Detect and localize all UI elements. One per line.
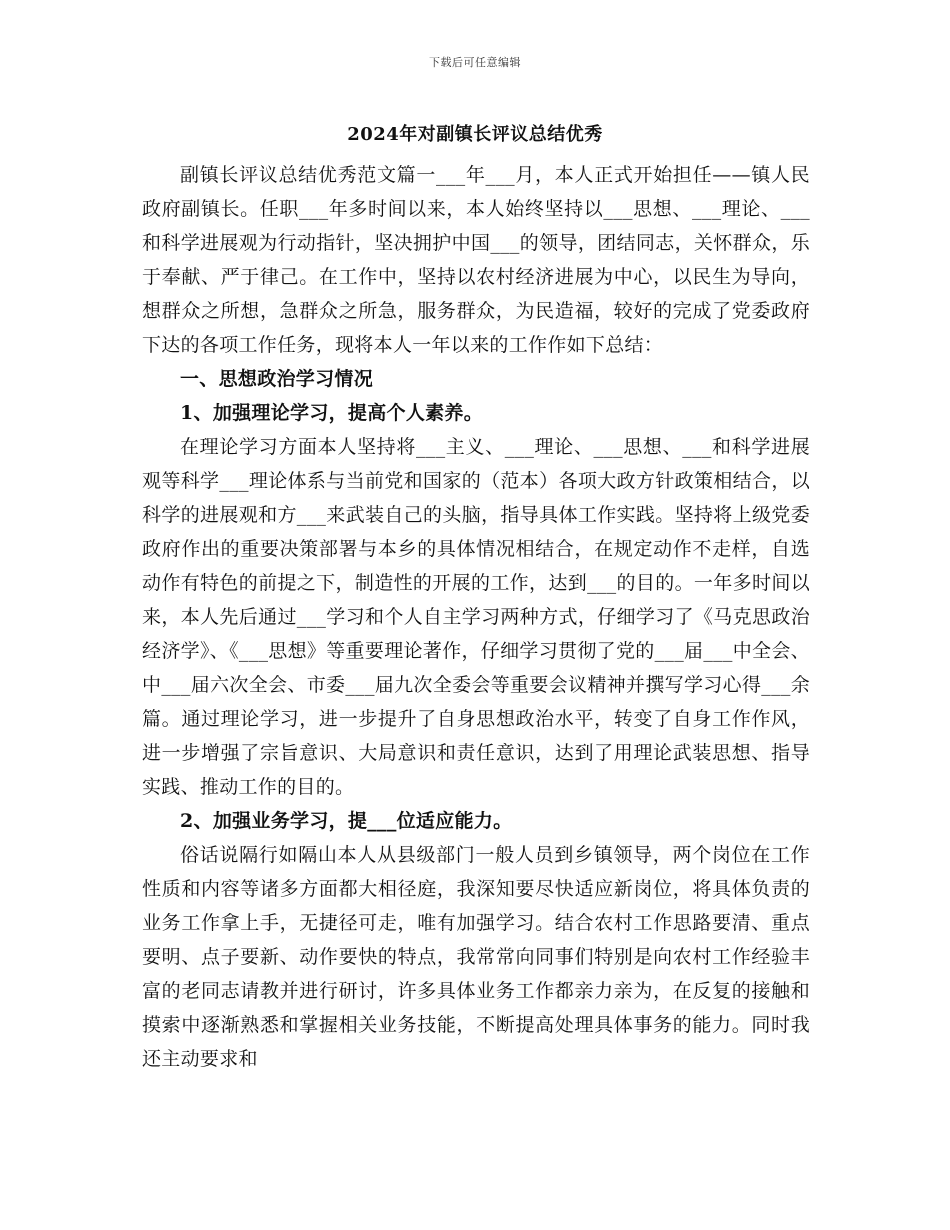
business-study-paragraph: 俗话说隔行如隔山本人从县级部门一般人员到乡镇领导，两个岗位在工作性质和内容等诸多方面都大相径庭，我深知要尽快适应新岗位，将具体负责的业务工作拿上手，无捷径可走，唯有加强学习。结合农村工作思路要清、重点要明、点子要新、动作要快的特点，我常常向同事们特别是向农村工作经验丰富的老同志请教并进行研讨，许多具体业务工作都亲力亲为，在反复的接触和摸索中逐渐熟悉和掌握相关业务技能，不断提高处理具体事务的能力。同时我还主动要求和 (142, 844, 810, 1070)
theory-study-paragraph: 在理论学习方面本人坚持将___主义、___理论、___思想、___和科学进展观等科学___理论体系与当前党和国家的（范本）各项大政方针政策相结合，以科学的进展观和方___来武装自己的头脑，指导具体工作实践。坚持将上级党委政府作出的重要决策部署与本乡的具体情况相结合，在规定动作不走样，自选动作有特色的前提之下，制造性的开展的工作，达到___的目的。一年多时间以来，本人先后通过___学习和个人自主学习两种方式，仔细学习了《马克思政治经济学》、《___思想》等重要理论著作，仔细学习贯彻了党的___届___中全会、中___届六次全会、市委___届九次全委会等重要会议精神并撰写学习心得___余篇。通过理论学习，进一步提升了自身思想政治水平，转变了自身工作作风，进一步增强了宗旨意识、大局意识和责任意识，达到了用理论武装思想、指导实践、推动工作的目的。 (142, 436, 810, 798)
document-title: 2024年对副镇长评议总结优秀 (347, 124, 603, 145)
section-heading: 一、思想政治学习情况 (180, 368, 374, 390)
document-body (142, 158, 810, 1076)
subsection-heading-2: 2、加强业务学习，提___位适应能力。 (180, 810, 513, 832)
subsection-heading-1: 1、加强理论学习，提高个人素养。 (180, 402, 484, 424)
header-note: 下载后可任意编辑 (429, 56, 521, 69)
intro-paragraph: 副镇长评议总结优秀范文篇一___年___月，本人正式开始担任——镇人民政府副镇长。任职___年多时间以来，本人始终坚持以___思想、___理论、___和科学进展观为行动指针，坚决拥护中国___的领导，团结同志，关怀群众，乐于奉献、严于律己。在工作中，坚持以农村经济进展为中心，以民生为导向，想群众之所想，急群众之所急，服务群众，为民造福，较好的完成了党委政府下达的各项工作任务，现将本人一年以来的工作作如下总结： (142, 164, 810, 356)
